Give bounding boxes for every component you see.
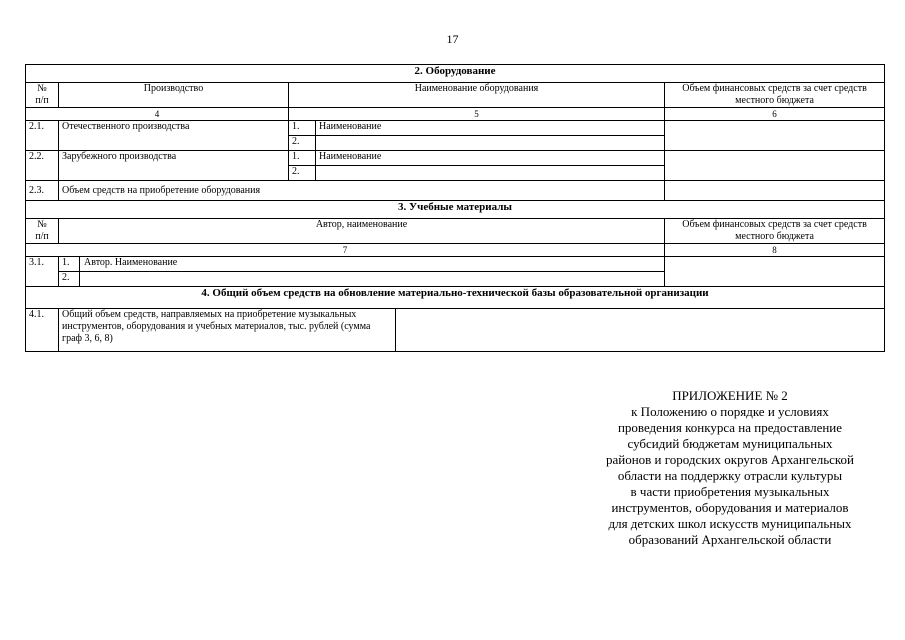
appendix-line: районов и городских округов Архангельской [605,452,855,467]
appendix-line: области на поддержку отрасли культуры [617,468,843,483]
col-header-number: № п/п [26,83,59,108]
col-header-funds: Объем финансовых средств за счет средств местного бюджета [665,83,885,108]
item-number: 1. [59,257,80,271]
item-name-empty [316,136,665,151]
col-header-production: Производство [59,83,289,108]
funds-cell [665,181,885,201]
row-2-1-number: 2.1. [26,121,59,151]
item-text: Автор. Наименование [84,257,178,268]
appendix-line: инструментов, оборудования и материалов [611,500,849,515]
row-2-2-label: Зарубежного производства [59,151,289,181]
appendix-line: образований Архангельской области [628,532,832,547]
row-2-1-label: Отечественного производства [59,121,289,151]
col-number-7: 7 [26,244,665,257]
appendix-line: проведения конкурса на предоставление [617,420,843,435]
appendix-line: субсидий бюджетам муниципальных [627,436,833,451]
item-number: 1. [289,151,316,166]
col-number-5: 5 [289,108,665,121]
item-name: Наименование [316,121,665,136]
item-name: Наименование [316,151,665,166]
item-number: 1. [289,121,316,136]
appendix-line: для детских школ искусств муниципальных [608,516,852,531]
funds-cell [665,121,885,151]
form-table [25,64,885,352]
row-4-1-label: Общий объем средств, направляемых на приобретение музыкальных инструментов, оборудования и учебных материалов, тыс. рублей (сумма граф 3, 6, 8) [59,309,396,352]
section-3-title: 3. Учебные материалы [26,201,885,219]
funds-cell [665,257,885,287]
section-2-title: 2. Оборудование [26,65,885,83]
row-2-2-number: 2.2. [26,151,59,181]
item-number: 2. [59,272,80,286]
appendix-title: ПРИЛОЖЕНИЕ № 2 [672,388,788,403]
col-header-author: Автор, наименование [59,219,665,244]
item-number: 2. [289,136,316,151]
row-2-3-label: Объем средств на приобретение оборудования [59,181,665,201]
section-4-title: 4. Общий объем средств на обновление материально-технической базы образовательной организации [26,287,885,309]
funds-cell [665,151,885,181]
row-2-3-number: 2.3. [26,181,59,201]
item-number: 2. [289,166,316,181]
row-3-1-item-1 [59,257,665,272]
item-name-empty [316,166,665,181]
row-3-1-number: 3.1. [26,257,59,287]
appendix-line: в части приобретения музыкальных [630,484,830,499]
col-number-6: 6 [665,108,885,121]
col-number-8: 8 [665,244,885,257]
col-number-4: 4 [26,108,289,121]
col-header-equipment-name: Наименование оборудования [289,83,665,108]
page-number: 17 [446,32,459,46]
row-3-1-item-2 [59,272,665,287]
total-funds-cell [396,309,885,352]
appendix-line: к Положению о порядке и условиях [631,404,829,419]
col-header-funds: Объем финансовых средств за счет средств местного бюджета [665,219,885,244]
row-4-1-number: 4.1. [26,309,59,352]
col-header-number: № п/п [26,219,59,244]
appendix-block [570,388,890,548]
